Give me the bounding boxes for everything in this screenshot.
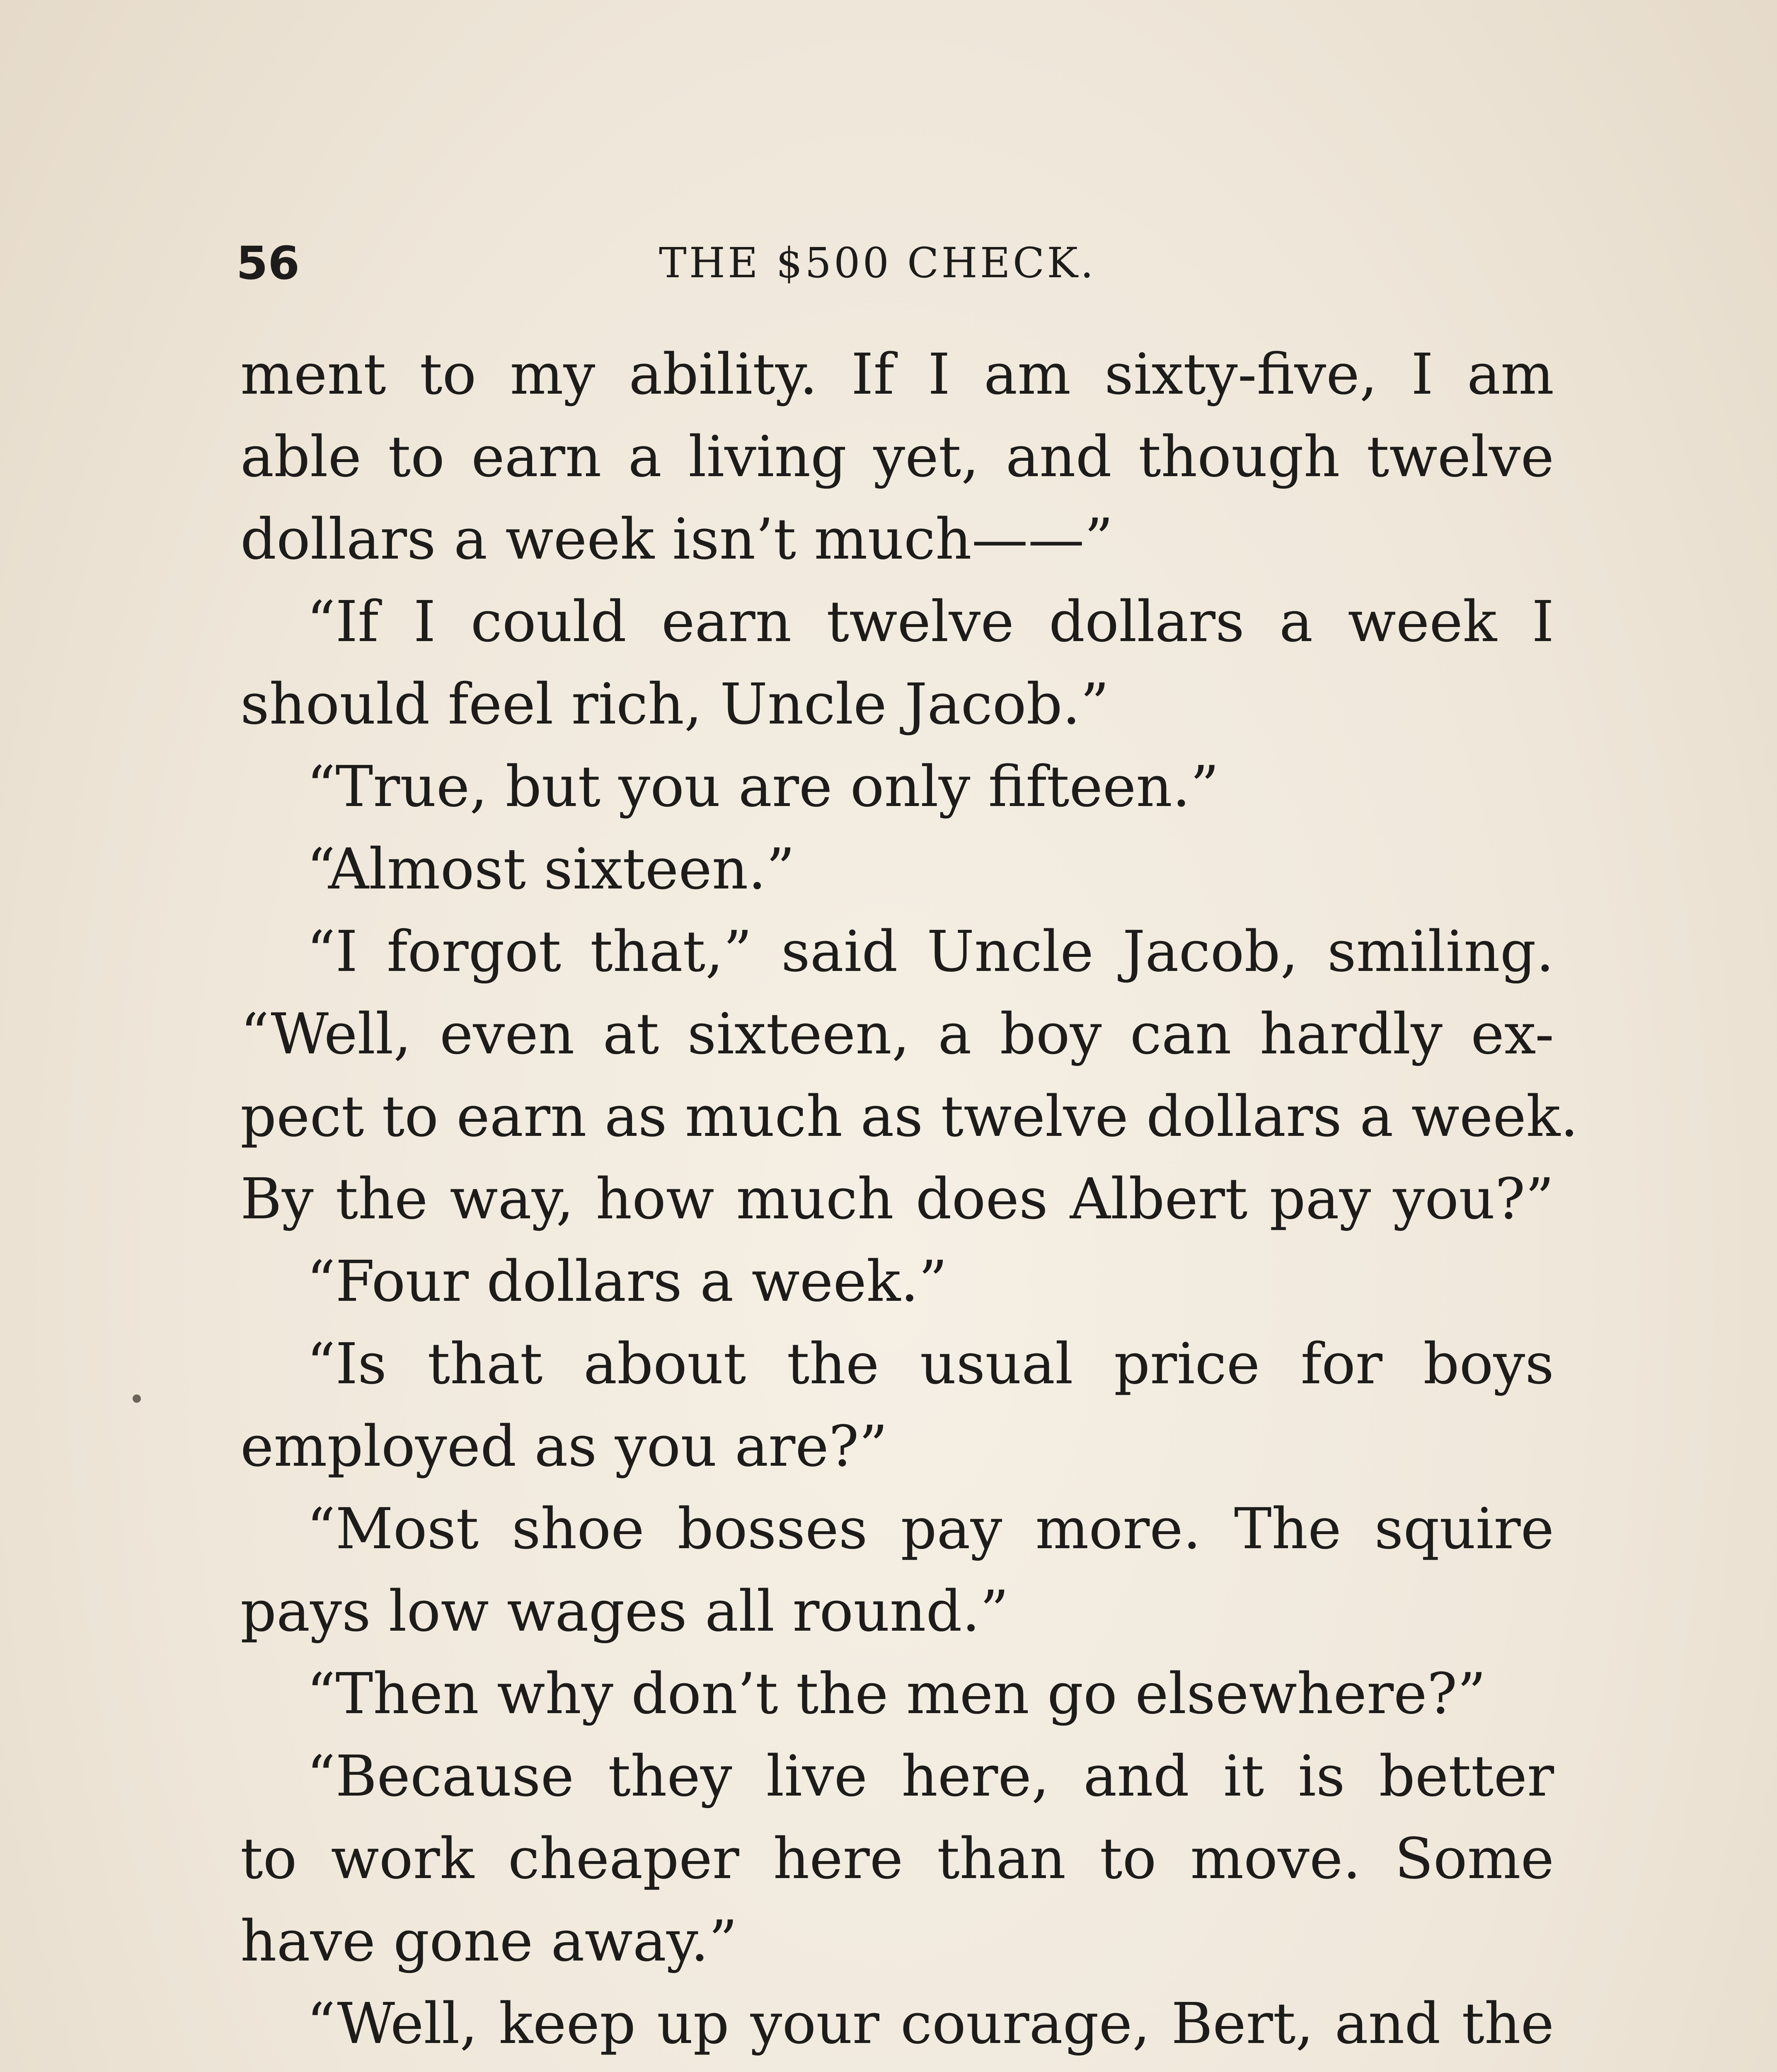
text-line: “Because they live here, and it is better	[307, 1744, 1554, 1809]
text-line: employed as you are?”	[240, 1414, 888, 1479]
text-line: “Most shoe bosses pay more. The squire	[307, 1496, 1554, 1562]
text-line: “If I could earn twelve dollars a week I	[307, 589, 1554, 655]
text-line: dollars a week isn’t much——”	[240, 507, 1114, 572]
text-line: pays low wages all round.”	[240, 1579, 1009, 1644]
text-line: to work cheaper here than to move. Some	[240, 1826, 1554, 1892]
text-line: “True, but you are only fifteen.”	[307, 754, 1219, 820]
text-line: “I forgot that,” said Uncle Jacob, smiling.	[307, 919, 1554, 985]
text-line: “Well, even at sixteen, a boy can hardly ex-	[240, 1002, 1554, 1067]
text-line: “Then why don’t the men go elsewhere?”	[307, 1661, 1486, 1727]
text-line	[240, 2065, 1554, 2072]
paper-speck	[133, 1394, 141, 1403]
text-line: “Is that about the usual price for boys	[307, 1331, 1554, 1397]
body-text	[240, 334, 1578, 2072]
text-line: “Four dollars a week.”	[307, 1249, 948, 1314]
text-line: should feel rich, Uncle Jacob.”	[240, 672, 1109, 737]
text-line: “Almost sixteen.”	[307, 837, 795, 902]
text-line: able to earn a living yet, and though twelve	[240, 424, 1554, 490]
text-line: ment to my ability. If I am sixty-five, I am	[240, 342, 1554, 407]
text-line: have gone away.”	[240, 1909, 738, 1974]
text-line: pect to earn as much as twelve dollars a week.	[240, 1084, 1578, 1150]
running-title: THE $500 CHECK.	[659, 239, 1096, 287]
page-number: 56	[236, 237, 300, 290]
text-line: “Well, keep up your courage, Bert, and the	[307, 1991, 1554, 2057]
text-line: By the way, how much does Albert pay you?”	[240, 1167, 1554, 1232]
page-header	[236, 226, 1554, 300]
